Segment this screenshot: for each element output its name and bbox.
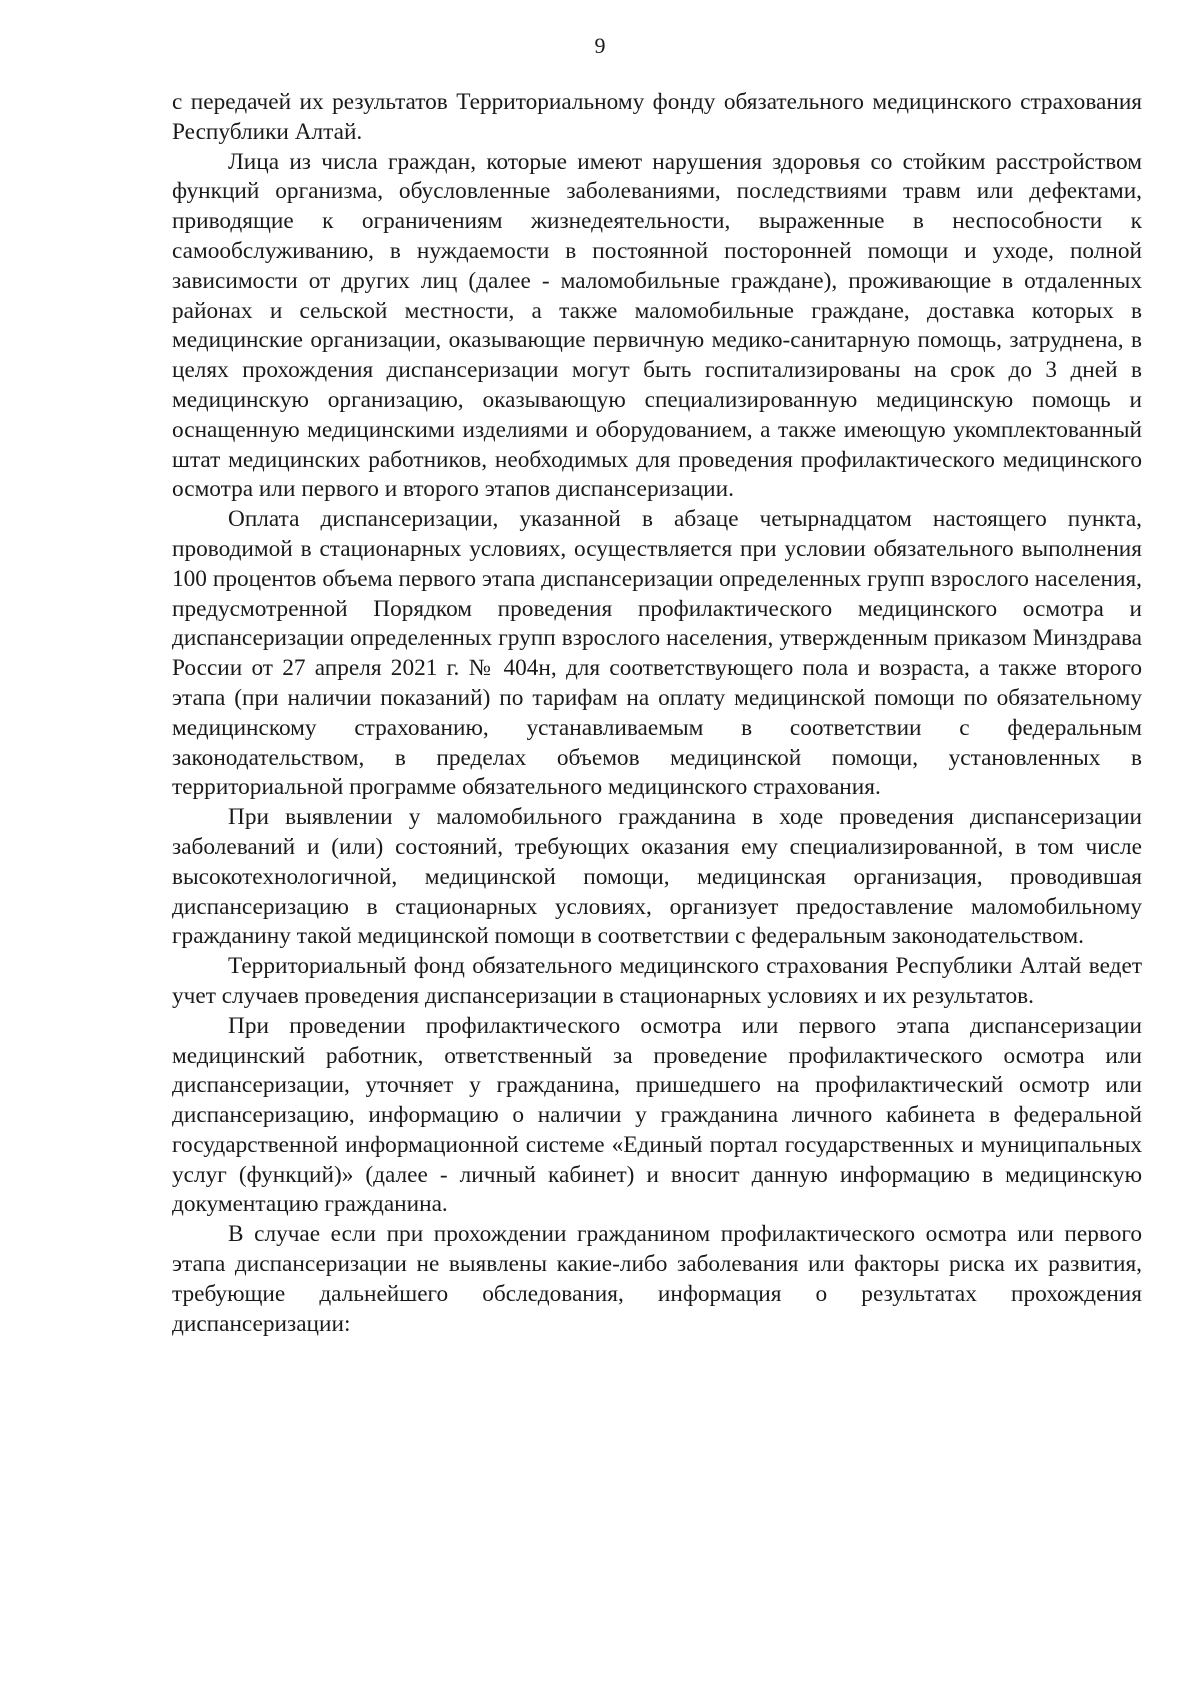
page-number: 9 bbox=[594, 33, 606, 58]
paragraph-no-diseases: В случае если при прохождении гражданином профилактического осмотра или первого этапа диспансеризации не выявлены какие-либо заболевания или факторы риска их развития, требующие дальнейшего обследования, информация о результатах прохождения диспансеризации: bbox=[172, 1221, 1142, 1337]
paragraph-fund-accounting: Территориальный фонд обязательного медицинского страхования Республики Алтай ведет учет случаев проведения диспансеризации в стационарных условиях и их результатов. bbox=[172, 953, 1142, 1009]
paragraph-personal-account: При проведении профилактического осмотра или первого этапа диспансеризации медицинский работник, ответственный за проведение профилактического осмотра или диспансеризации, уточняет у гражданина, пришедшего на профилактический осмотр или диспансеризацию, информацию о наличии у гражданина личного кабинета в федеральной государственной информационной системе «Единый портал государственных и муниципальных услуг (функций)» (далее - личный кабинет) и вносит данную информацию в медицинскую документацию гражданина. bbox=[172, 1012, 1142, 1218]
paragraph-immobile-citizens: Лица из числа граждан, которые имеют нарушения здоровья со стойким расстройством функций организма, обусловленные заболеваниями, последствиями травм или дефектами, приводящие к ограничениям жизнедеятельности, выраженные в неспособности к самообслуживанию, в нуждаемости в постоянной посторонней помощи и уходе, полной зависимости от других лиц (далее - маломобильные граждане), проживающие в отдаленных районах и сельской местности, а также маломобильные граждане, доставка которых в медицинские организации, оказывающие первичную медико-санитарную помощь, затруднена, в целях прохождения диспансеризации могут быть госпитализированы на срок до 3 дней в медицинскую организацию, оказывающую специализированную медицинскую помощь и оснащенную медицинскими изделиями и оборудованием, а также имеющую укомплектованный штат медицинских работников, необходимых для проведения профилактического медицинского осмотра или первого и второго этапов диспансеризации. bbox=[172, 148, 1142, 503]
paragraph-continuation: с передачей их результатов Территориальному фонду обязательного медицинского страхования Республики Алтай. bbox=[172, 89, 1142, 145]
paragraph-detection: При выявлении у маломобильного гражданина в ходе проведения диспансеризации заболеваний и (или) состояний, требующих оказания ему специализированной, в том числе высокотехнологичной, медицинской помощи, медицинская организация, проводившая диспансеризацию в стационарных условиях, организует предоставление маломобильному гражданину такой медицинской помощи в соответствии с федеральным законодательством. bbox=[172, 804, 1142, 950]
paragraph-payment: Оплата диспансеризации, указанной в абзаце четырнадцатом настоящего пункта, проводимой в стационарных условиях, осуществляется при условии обязательного выполнения 100 процентов объема первого этапа диспансеризации определенных групп взрослого населения, предусмотренной Порядком проведения профилактического медицинского осмотра и диспансеризации определенных групп взрослого населения, утвержденным приказом Минздрава России от 27 апреля 2021 г. № 404н, для соответствующего пола и возраста, а также второго этапа (при наличии показаний) по тарифам на оплату медицинской помощи по обязательному медицинскому страхованию, устанавливаемым в соответствии с федеральным законодательством, в пределах объемов медицинской помощи, установленных в территориальной программе обязательного медицинского страхования. bbox=[172, 506, 1142, 801]
document-body bbox=[172, 88, 1142, 1339]
